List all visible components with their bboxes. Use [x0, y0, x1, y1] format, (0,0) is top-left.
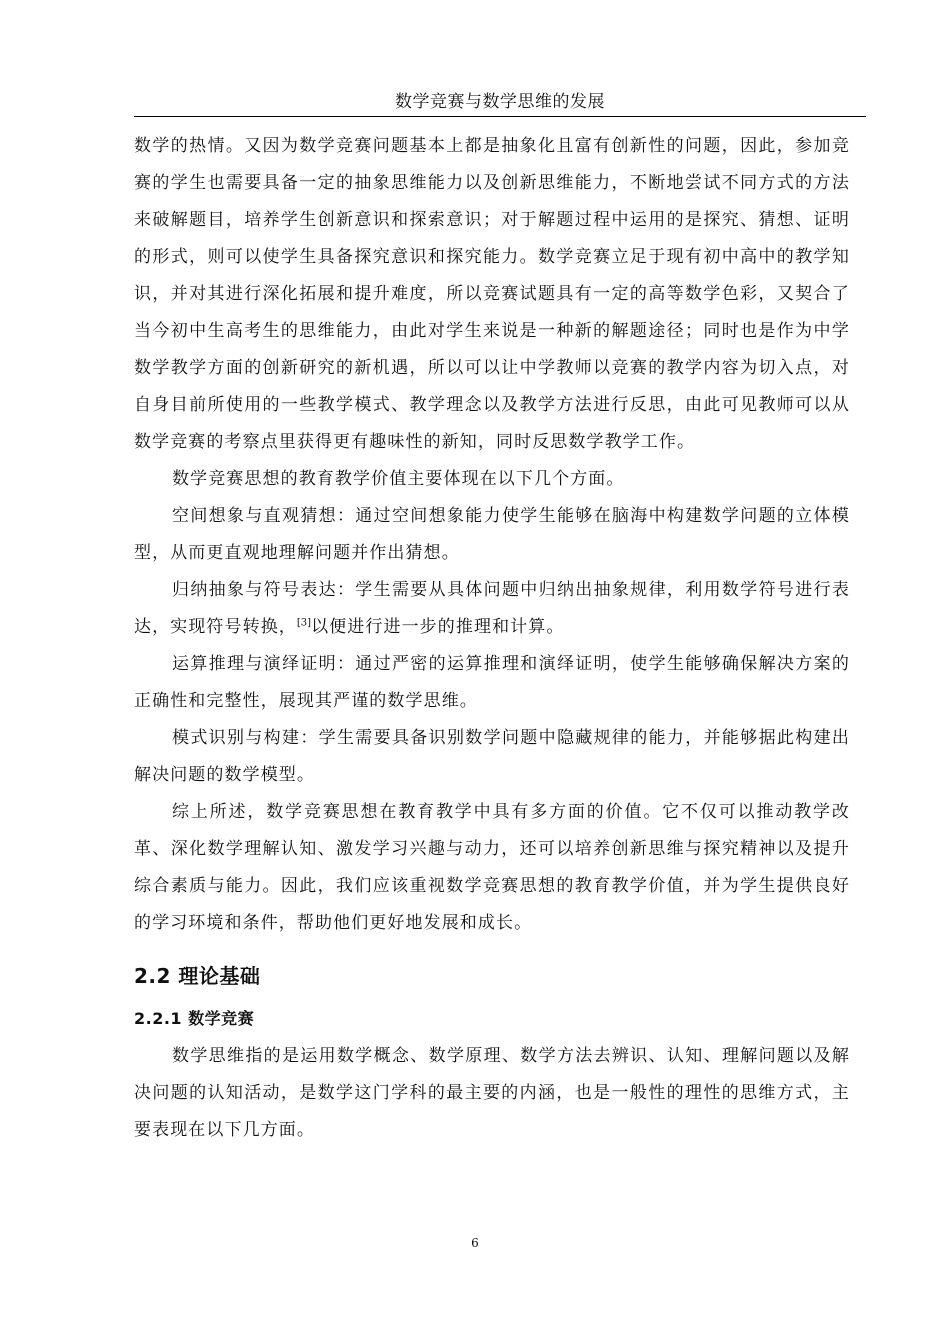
- paragraph-summary: 综上所述，数学竞赛思想在教育教学中具有多方面的价值。它不仅可以推动教学改革、深化数学理解认知、激发学习兴趣与动力，还可以培养创新思维与探究精神以及提升综合素质与能力。因此，我们应该重视数学竞赛思想的教育教学价值，并为学生提供良好的学习环境和条件，帮助他们更好地发展和成长。: [134, 802, 850, 933]
- running-header: 数学竞赛与数学思维的发展: [395, 92, 605, 112]
- header-rule: [134, 116, 866, 117]
- section-heading: 2.2 理论基础: [134, 964, 261, 988]
- paragraph-induction-text-2: 以便进行进一步的推理和计算。: [311, 617, 565, 637]
- paragraph-pattern-recognition: 模式识别与构建：学生需要具备识别数学问题中隐藏规律的能力，并能够据此构建出解决问题的数学模型。: [134, 728, 850, 785]
- page-number: 6: [471, 1236, 479, 1250]
- paragraph-continuation: 数学的热情。又因为数学竞赛问题基本上都是抽象化且富有创新性的问题，因此，参加竞赛的学生也需要具备一定的抽象思维能力以及创新思维能力，不断地尝试不同方式的方法来破解题目，培养学生创新意识和探索意识；对于解题过程中运用的是探究、猜想、证明的形式，则可以使学生具备探究意识和探究能力。数学竞赛立足于现有初中高中的教学知识，并对其进行深化拓展和提升难度，所以竞赛试题具有一定的高等数学色彩，又契合了当今初中生高考生的思维能力，由此对学生来说是一种新的解题途径；同时也是作为中学数学教学方面的创新研究的新机遇，所以可以让中学教师以竞赛的教学内容为切入点，对自身目前所使用的一些教学模式、教学理念以及教学方法进行反思，由此可见教师可以从数学竞赛的考察点里获得更有趣味性的新知，同时反思数学教学工作。: [134, 136, 850, 452]
- citation-reference: [3]: [296, 617, 312, 629]
- paragraph-math-thinking: 数学思维指的是运用数学概念、数学原理、数学方法去辨识、认知、理解问题以及解决问题的认知活动，是数学这门学科的最主要的内涵，也是一般性的理性的思维方式，主要表现在以下几方面。: [134, 1046, 850, 1140]
- body-text: [134, 128, 850, 1149]
- paragraph-induction-text-1: 归纳抽象与符号表达：学生需要从具体问题中归纳出抽象规律，利用数学符号进行表达，实现符号转换，: [134, 580, 850, 637]
- paragraph-spatial-imagination: 空间想象与直观猜想：通过空间想象能力使学生能够在脑海中构建数学问题的立体模型，从而更直观地理解问题并作出猜想。: [134, 506, 850, 563]
- subsection-heading: 2.2.1 数学竞赛: [134, 1009, 255, 1028]
- paragraph-values-intro: 数学竞赛思想的教育教学价值主要体现在以下几个方面。: [172, 469, 625, 489]
- paragraph-reasoning-proof: 运算推理与演绎证明：通过严密的运算推理和演绎证明，使学生能够确保解决方案的正确性和完整性，展现其严谨的数学思维。: [134, 654, 850, 711]
- paragraph-induction-abstraction: [134, 572, 850, 646]
